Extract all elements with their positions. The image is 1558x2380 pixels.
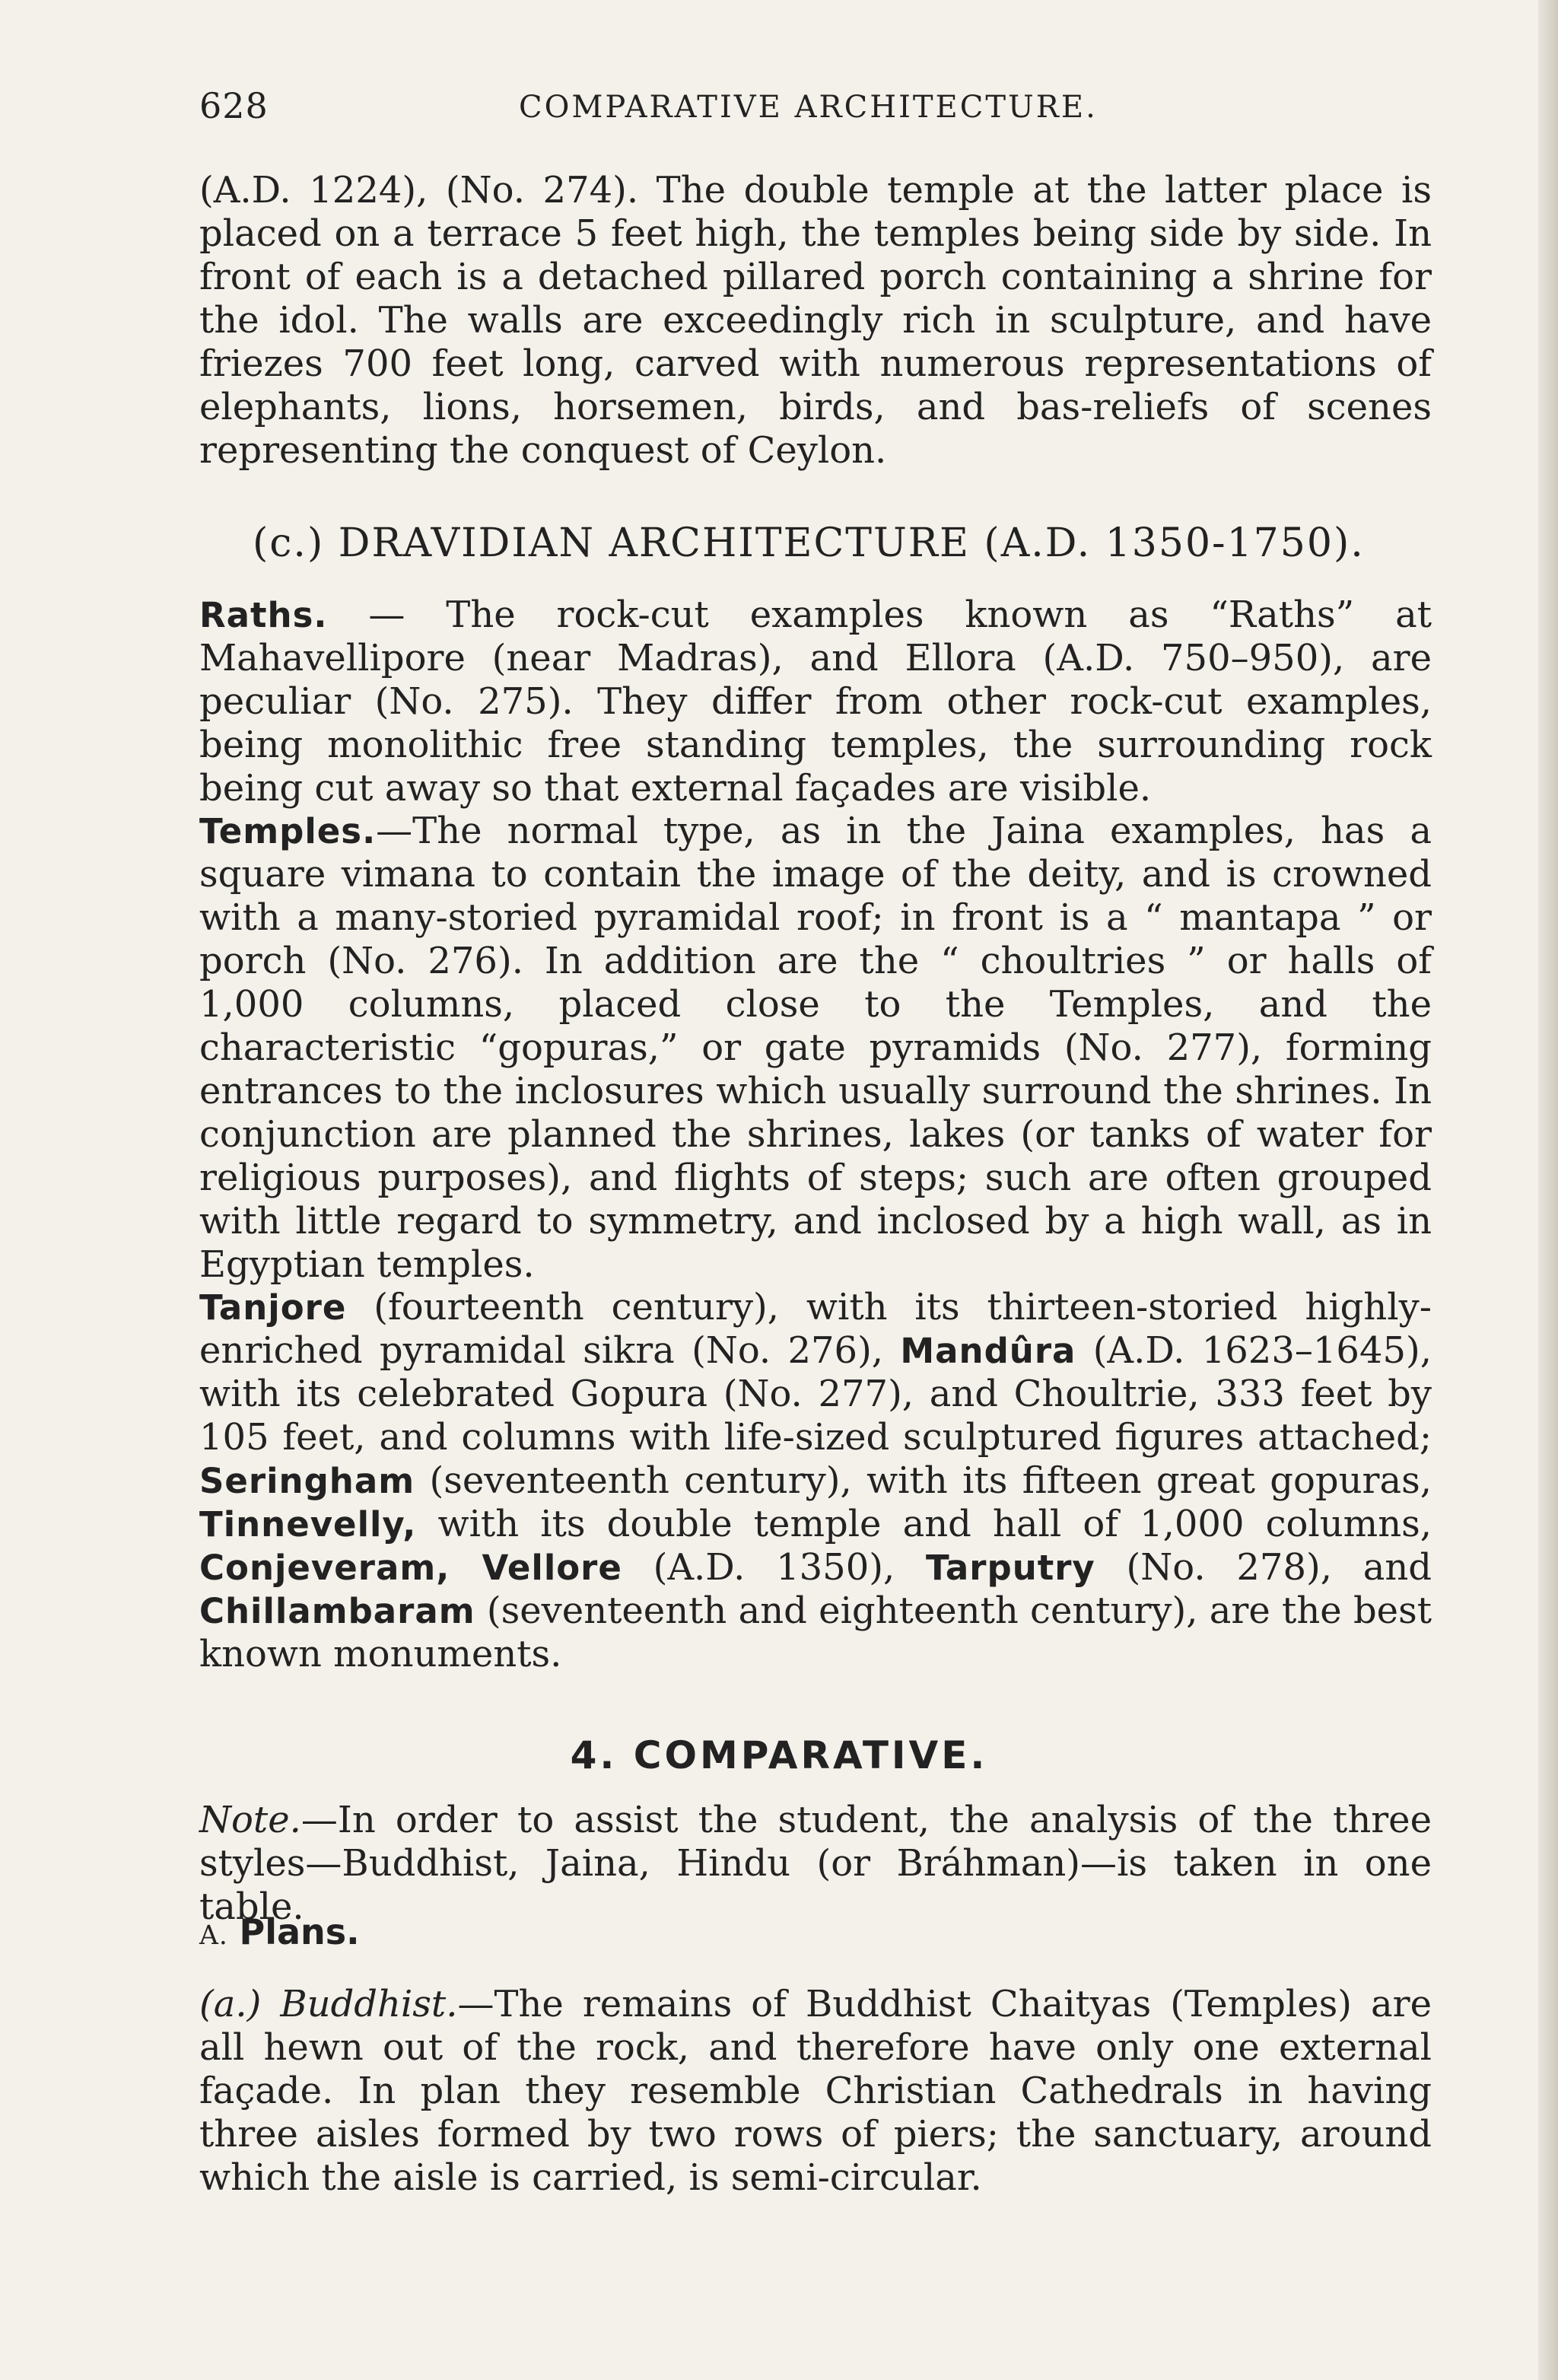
- section-heading-dravidian: (c.) DRAVIDIAN ARCHITECTURE (A.D. 1350-1750).: [253, 520, 1365, 566]
- buddhist-text: —The remains of Buddhist Chaityas (Temples) are all hewn out of the rock, and therefore have only one external façade. In plan they resemble Christian Cathedrals in having three aisles formed by two rows of piers; the sanctuary, around which the aisle is carried, is semi-circular.: [199, 1983, 1432, 2199]
- subsection-letter: A.: [199, 1920, 228, 1951]
- note-paragraph: [199, 1799, 1432, 1929]
- monuments-text-1: (fourteenth century), with its thirteen-storied highly-enriched pyramidal sikra (No. 276),: [199, 1286, 1432, 1372]
- monument-tarputry: Tarputry: [926, 1548, 1095, 1588]
- monuments-text-3: (seventeenth century), with its fifteen great gopuras,: [415, 1459, 1432, 1502]
- monument-conjeveram-vellore: Conjeveram, Vellore: [199, 1548, 622, 1588]
- section-heading-comparative: 4. COMPARATIVE.: [570, 1733, 988, 1777]
- intro-paragraph: (A.D. 1224), (No. 274). The double temple at the latter place is placed on a terrace 5 feet high, the temples being side by side. In front of each is a detached pillared porch containing a shrine for the idol. The walls are exceedingly rich in sculpture, and have friezes 700 feet long, carved with numerous representations of elephants, lions, horsemen, birds, and bas-reliefs of scenes representing the conquest of Ceylon.: [199, 169, 1432, 472]
- buddhist-paragraph: [199, 1983, 1432, 2200]
- page-number: 628: [199, 85, 269, 126]
- raths-lead: Raths.: [199, 595, 328, 635]
- raths-paragraph: [199, 593, 1432, 810]
- monument-seringham: Seringham: [199, 1461, 415, 1501]
- temples-paragraph: [199, 810, 1432, 1287]
- monuments-text-6: (No. 278), and: [1095, 1546, 1432, 1589]
- buddhist-lead: (a.) Buddhist.: [199, 1983, 458, 2025]
- monument-chillambaram: Chillambaram: [199, 1591, 475, 1631]
- page-edge-shadow: [1538, 0, 1558, 2380]
- temples-text: —The normal type, as in the Jaina examples, has a square vimana to contain the image of the deity, and is crowned with a many-storied pyramidal roof; in front is a “ mantapa ” or porch (No. 276). In addition are the “ choultries ” or halls of 1,000 columns, placed close to the Temples, and the characteristic “gopuras,” or gate pyramids (No. 277), forming entrances to the inclosures which usually surround the shrines. In conjunction are planned the shrines, lakes (or tanks of water for religious purposes), and flights of steps; such are often grouped with little regard to symmetry, and inclosed by a high wall, as in Egyptian temples.: [199, 810, 1432, 1286]
- raths-text: — The rock-cut examples known as “Raths” at Mahavellipore (near Madras), and Ellora (A.D. 750–950), are peculiar (No. 275). They differ from other rock-cut examples, being monolithic free standing temples, the surrounding rock being cut away so that external façades are visible.: [199, 593, 1432, 810]
- monuments-text-2: (A.D. 1623–1645), with its celebrated Gopura (No. 277), and Choultrie, 333 feet by 105 feet, and columns with life-sized sculptured figures attached;: [199, 1329, 1432, 1459]
- subsection-heading-plans: [199, 1911, 1432, 1952]
- temples-lead: Temples.: [199, 811, 377, 851]
- monument-mandura: Mandûra: [900, 1331, 1076, 1371]
- running-header: [199, 85, 1432, 131]
- subsection-title: Plans.: [239, 1911, 360, 1952]
- monuments-text-7: (seventeenth and eighteenth century), are the best known monuments.: [199, 1589, 1432, 1675]
- monument-tinnevelly: Tinnevelly,: [199, 1504, 417, 1545]
- monument-tanjore: Tanjore: [199, 1287, 347, 1328]
- monuments-text-4: with its double temple and hall of 1,000 columns,: [416, 1503, 1432, 1545]
- running-title: COMPARATIVE ARCHITECTURE.: [519, 90, 1098, 125]
- note-text: —In order to assist the student, the analysis of the three styles—Buddhist, Jaina, Hindu (or Bráhman)—is taken in one table.: [199, 1799, 1432, 1928]
- monuments-text-5: (A.D. 1350),: [622, 1546, 927, 1589]
- note-lead: Note.: [199, 1799, 301, 1841]
- monuments-paragraph: [199, 1286, 1432, 1676]
